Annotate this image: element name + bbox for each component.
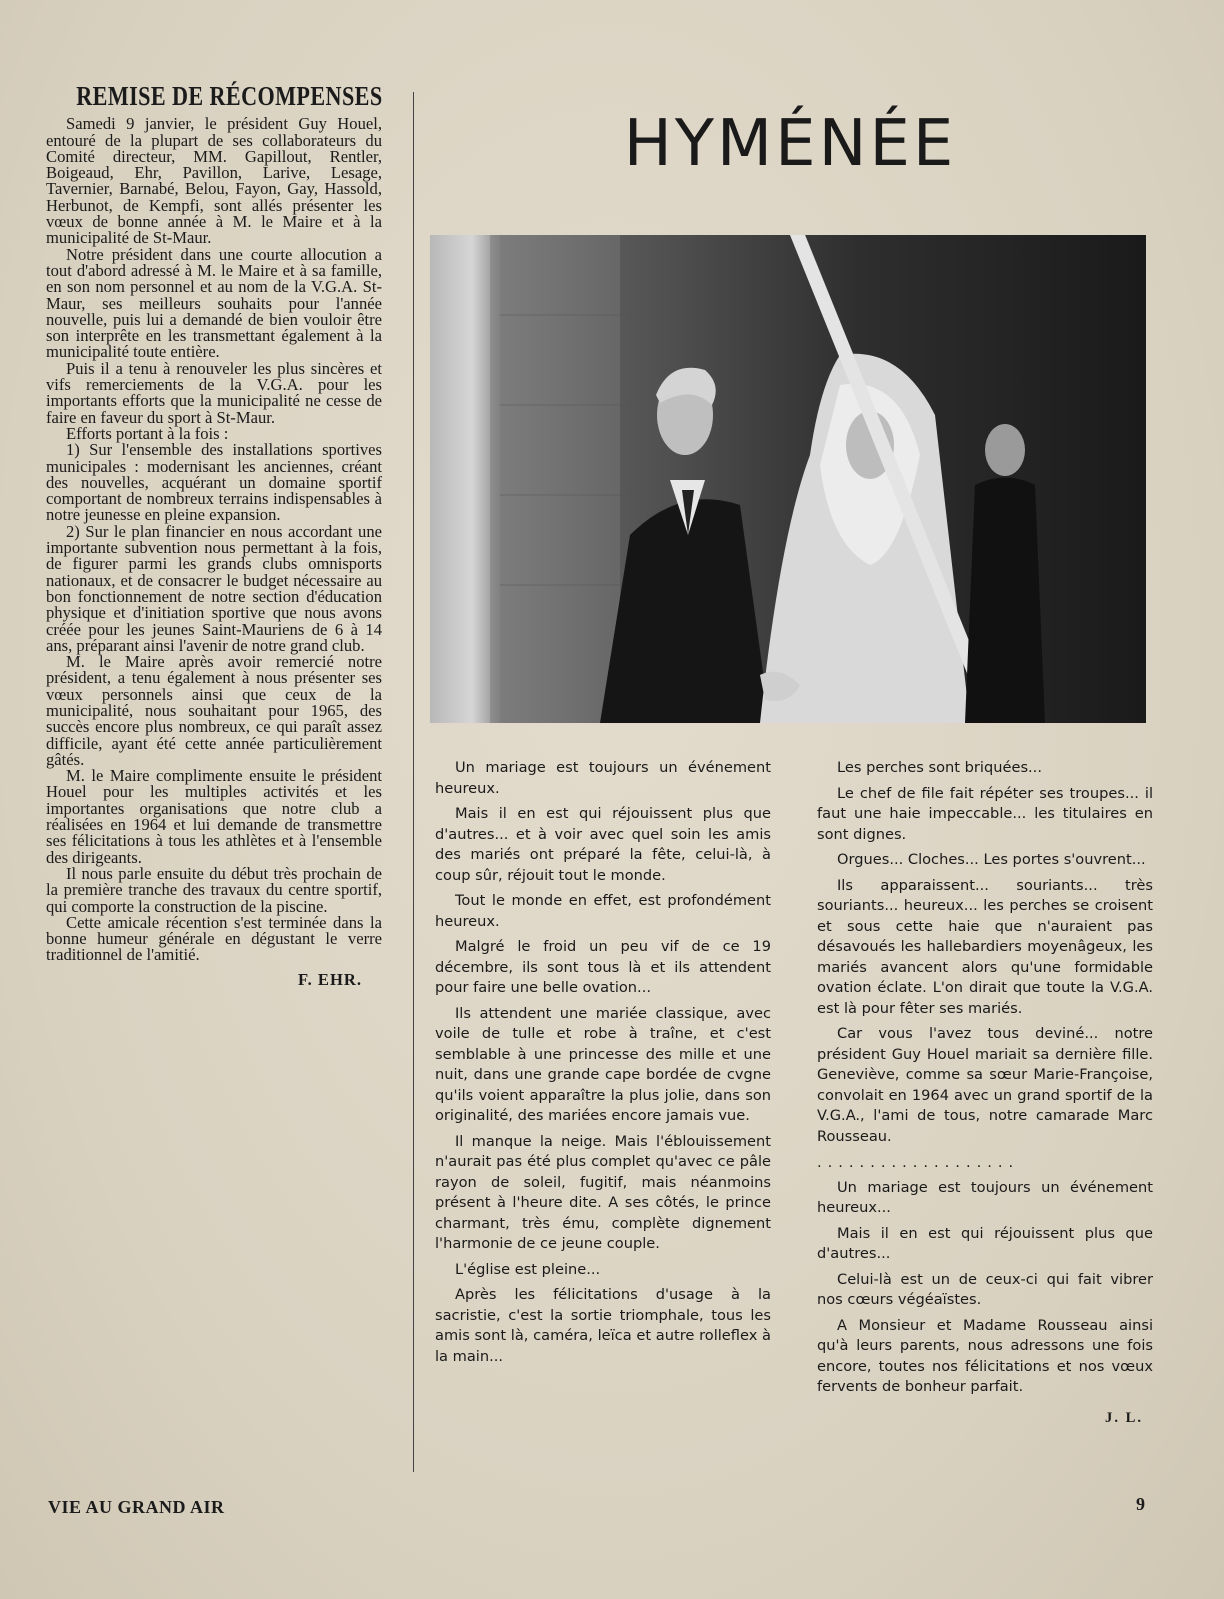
column-paragraph: Mais il en est qui réjouissent plus que d'autres... [817,1224,1153,1262]
left-article-title: REMISE DE RÉCOMPENSES [76,81,383,111]
column-paragraph: Un mariage est toujours un événement heureux... [817,1178,1153,1216]
left-article-signature: F. EHR. [297,969,362,989]
column-paragraph: Ils attendent une mariée classique, avec voile de tulle et robe à traîne, et c'est semblable à une princesse des mille et une nuit, dans une grande cape bordée de cvgne qu'ils voient apparaître la plus jolie, dans son originalité, des mariées encore jamais vue. [435,1004,771,1124]
column-paragraph: Les perches sont briquées... [837,759,1042,776]
article-signature: J. L. [1105,1409,1143,1426]
column-paragraph: Tout le monde en effet, est profondément heureux. [435,892,771,930]
left-paragraph: M. le Maire après avoir remercié notre président, a tenu également à nous présenter ses vœux personnels ainsi que ceux de la municipalité, nous souhaitant pour 1965, des succès encore plus nombreux, ce qui paraît assez difficile, ayant été cette année particulièrement gâtés. [46,652,382,769]
left-paragraph: Il nous parle ensuite du début très prochain de la première tranche des travaux du centre sportif, qui comporte la construction de la piscine. [46,863,382,916]
section-separator: ................... [817,1154,1020,1171]
column-paragraph: Le chef de file fait répéter ses troupes... il faut une haie impeccable... les titulaires en sont dignes. [817,784,1153,843]
left-paragraph: Efforts portant à la fois : [66,423,229,443]
left-paragraph: 2) Sur le plan financier en nous accordant une importante subvention nous permettant à la fois, de figurer parmi les grands clubs omnisports nationaux, et de consacrer le budget nécessaire au bon fonctionnement de notre section d'éducation physique et d'initiation sportive que nous avons créée pour les jeunes Saint-Mauriens de 6 à 14 ans, préparant ainsi l'avenir de notre grand club. [46,521,382,655]
article-title: HYMÉNÉE [623,107,957,181]
column-paragraph: Il manque la neige. Mais l'éblouissement n'aurait pas été plus complet qu'avec ce pâle rayon de soleil, fugitif, mais néanmoins présent à l'heure dite. A ses côtés, le prince charmant, très ému, complète dignement l'harmonie de ce jeune couple. [435,1132,771,1252]
left-article [46,81,383,989]
column-paragraph: Celui-là est un de ceux-ci qui fait vibrer nos cœurs végéaïstes. [817,1270,1153,1308]
column-paragraph: Car vous l'avez tous deviné... notre président Guy Houel mariait sa dernière fille. Geneviève, comme sa sœur Marie-Françoise, convolait en 1964 avec un grand sportif de la V.G.A., l'ami de tous, notre camarade Marc Rousseau. [817,1025,1153,1145]
column-paragraph: Malgré le froid un peu vif de ce 19 décembre, ils sont tous là et ils attendent pour faire une belle ovation... [435,938,771,996]
left-paragraph: Puis il a tenu à renouveler les plus sincères et vifs remerciements de la V.G.A. pour les importants efforts que la municipalité ne cesse de faire en faveur du sport à St-Maur. [46,358,382,427]
column-paragraph: Après les félicitations d'usage à la sacristie, c'est la sortie triomphale, tous les amis sont là, caméra, leïca et autre rolleflex à la main... [435,1286,771,1365]
article-column-2 [817,758,1153,1433]
left-paragraph: Notre président dans une courte allocution a tout d'abord adressé à M. le Maire et à sa famille, en son nom personnel et au nom de la V.G.A. St-Maur, ses meilleurs souhaits pour l'année nouvelle, puis lui a demandé de bien vouloir être son interprête en les transmettant également à la municipalité toute entière. [46,244,382,362]
left-paragraph: 1) Sur l'ensemble des installations sportives municipales : modernisant les anciennes, créant des nouvelles, acquérant un domaine sportif comportant de nombreux terrains indispensables à notre jeunesse en pleine expansion. [46,440,382,525]
left-paragraph: M. le Maire complimente ensuite le président Houel pour les multiples activités et les importantes organisations que notre club a réalisées en 1964 et lui demande de transmettre ses félicitations à tous les athlètes et à l'ensemble des dirigeants. [46,766,382,867]
left-paragraph: Samedi 9 janvier, le président Guy Houel, entouré de la plupart de ses collaborateurs du Comité directeur, MM. Gapillout, Rentler, Boigeaud, Ehr, Pavillon, Larive, Lesage, Tavernier, Barnabé, Belou, Fayon, Gay, Hassold, Herbunot, de Kempfi, sont allés présenter les vœux de bonne année à M. le Maire et à la municipalité de St-Maur. [46,114,382,248]
article-column-1 [435,758,771,1372]
column-paragraph: Ils apparaissent... souriants... très souriants... heureux... les perches se croisent et sous cette haie que n'auraient pas désavoués les hallebardiers moyenâgeux, les mariés avancent alors qu'une formidable ovation éclate. L'on dirait que toute la V.G.A. est là pour fêter ses mariés. [817,876,1153,1017]
page-number: 9 [1136,1494,1145,1514]
column-paragraph: A Monsieur et Madame Rousseau ainsi qu'à leurs parents, nous adressons une fois encore, toutes nos félicitations et nos vœux fervents de bonheur parfait. [817,1316,1153,1395]
column-paragraph: Orgues... Cloches... Les portes s'ouvrent... [837,851,1146,868]
column-divider [413,92,414,1472]
column-paragraph: Un mariage est toujours un événement heureux. [435,759,771,797]
column-paragraph: L'église est pleine... [455,1260,601,1278]
wedding-photo [430,235,1146,723]
column-paragraph: Mais il en est qui réjouissent plus que d'autres... et à voir avec quel soin les amis des mariés ont préparé la fête, celui-là, à coup sûr, réjouit tout le monde. [435,805,771,884]
wedding-photo-image [430,235,1146,723]
left-paragraph: Cette amicale récention s'est terminée dans la bonne humeur générale en dégustant le verre traditionnel de l'amitié. [46,912,382,965]
magazine-name: VIE AU GRAND AIR [48,1497,225,1517]
